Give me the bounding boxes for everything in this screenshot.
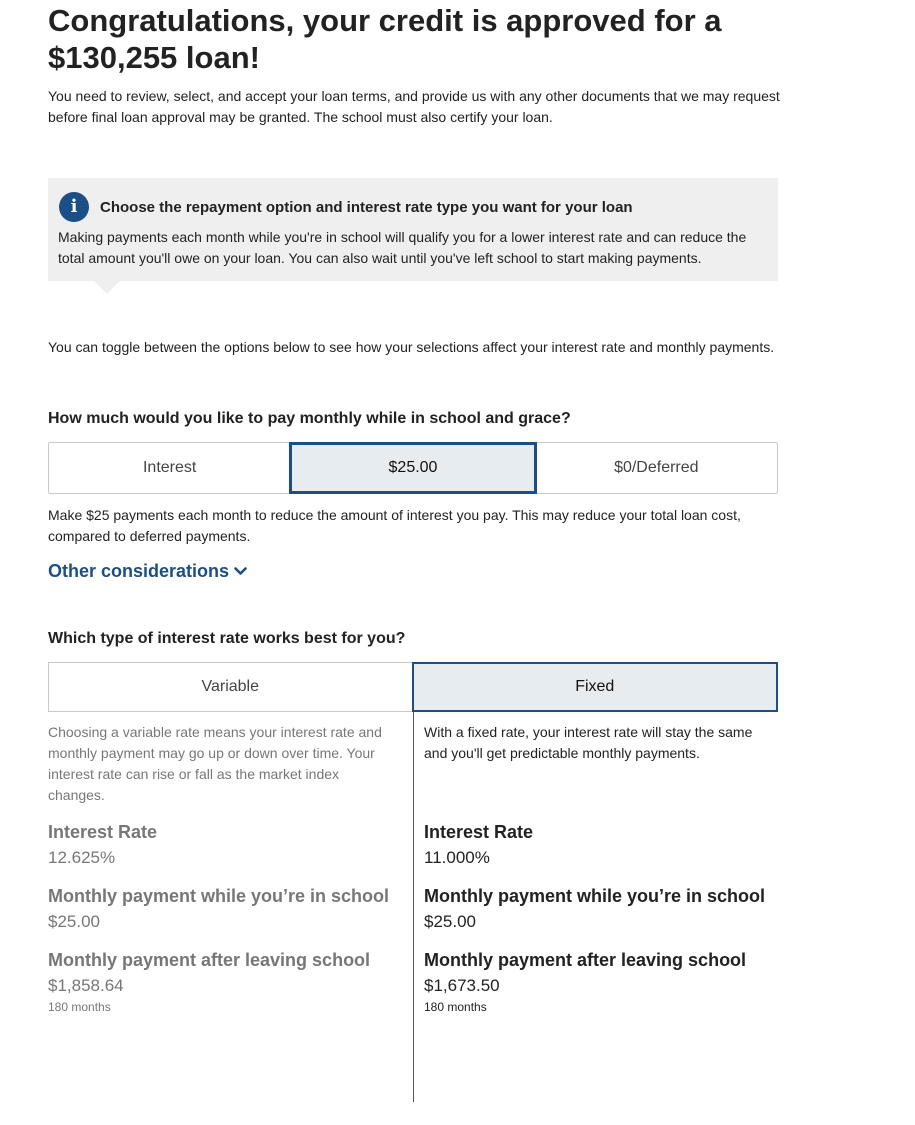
variable-in-school-label: Monthly payment while you’re in school — [48, 886, 390, 906]
variable-term: 180 months — [48, 1000, 111, 1014]
column-divider — [413, 712, 414, 1102]
variable-rate-column — [48, 722, 398, 1028]
variable-after-school-value: $1,858.64 — [48, 976, 124, 995]
info-icon: i — [59, 192, 89, 222]
toggle-note: You can toggle between the options below to see how your selections affect your interest rate and monthly payments. — [48, 339, 775, 355]
payment-option-deferred[interactable]: $0/Deferred — [614, 459, 699, 476]
chevron-down-icon — [234, 567, 247, 576]
variable-after-school-label: Monthly payment after leaving school — [48, 950, 371, 970]
intro-text: You need to review, select, and accept your loan terms, and provide us with any other documents that we may request before final loan approval may be granted. The school must also certify your loan. — [48, 88, 780, 125]
payment-option-note: Make $25 payments each month to reduce the amount of interest you pay. This may reduce your total loan cost, compared to deferred payments. — [48, 507, 741, 544]
rate-type-selector — [48, 662, 778, 712]
fixed-rate-column — [424, 722, 774, 1028]
payment-question-label: How much would you like to pay monthly while in school and grace? — [48, 410, 571, 427]
fixed-after-school-label: Monthly payment after leaving school — [424, 950, 747, 970]
payment-option-selector — [48, 442, 778, 494]
payment-option-interest[interactable]: Interest — [142, 459, 197, 476]
variable-in-school-value: $25.00 — [48, 912, 100, 931]
other-considerations-label: Other considerations — [48, 561, 230, 581]
rate-option-variable[interactable]: Variable — [201, 678, 259, 695]
other-considerations-link[interactable] — [48, 561, 247, 582]
info-body: Making payments each month while you're in school will qualify you for a lower interest rate and can reduce the total amount you'll owe on your loan. You can also wait until you've left school to start making payments. — [58, 229, 747, 266]
variable-interest-rate-label: Interest Rate — [48, 822, 158, 842]
fixed-interest-rate-value: 11.000% — [424, 848, 490, 867]
info-heading: Choose the repayment option and interest rate type you want for your loan — [100, 199, 633, 216]
info-callout — [48, 178, 778, 281]
fixed-description: With a fixed rate, your interest rate will stay the same and you'll get predictable monthly payments. — [424, 724, 753, 761]
payment-option-25[interactable]: $25.00 — [289, 442, 536, 494]
rate-question-label: Which type of interest rate works best for you? — [48, 630, 406, 647]
fixed-in-school-label: Monthly payment while you’re in school — [424, 886, 766, 906]
fixed-interest-rate-label: Interest Rate — [424, 822, 534, 842]
page-title: Congratulations, your credit is approved for a $130,255 loan! — [48, 3, 722, 75]
rate-option-fixed[interactable]: Fixed — [412, 662, 779, 712]
variable-description: Choosing a variable rate means your interest rate and monthly payment may go up or down over time. Your interest rate can rise or fall as the market index changes. — [48, 724, 382, 803]
fixed-in-school-value: $25.00 — [424, 912, 476, 931]
callout-pointer — [94, 281, 120, 294]
fixed-term: 180 months — [424, 1000, 487, 1014]
fixed-after-school-value: $1,673.50 — [424, 976, 500, 995]
variable-interest-rate-value: 12.625% — [48, 848, 116, 867]
